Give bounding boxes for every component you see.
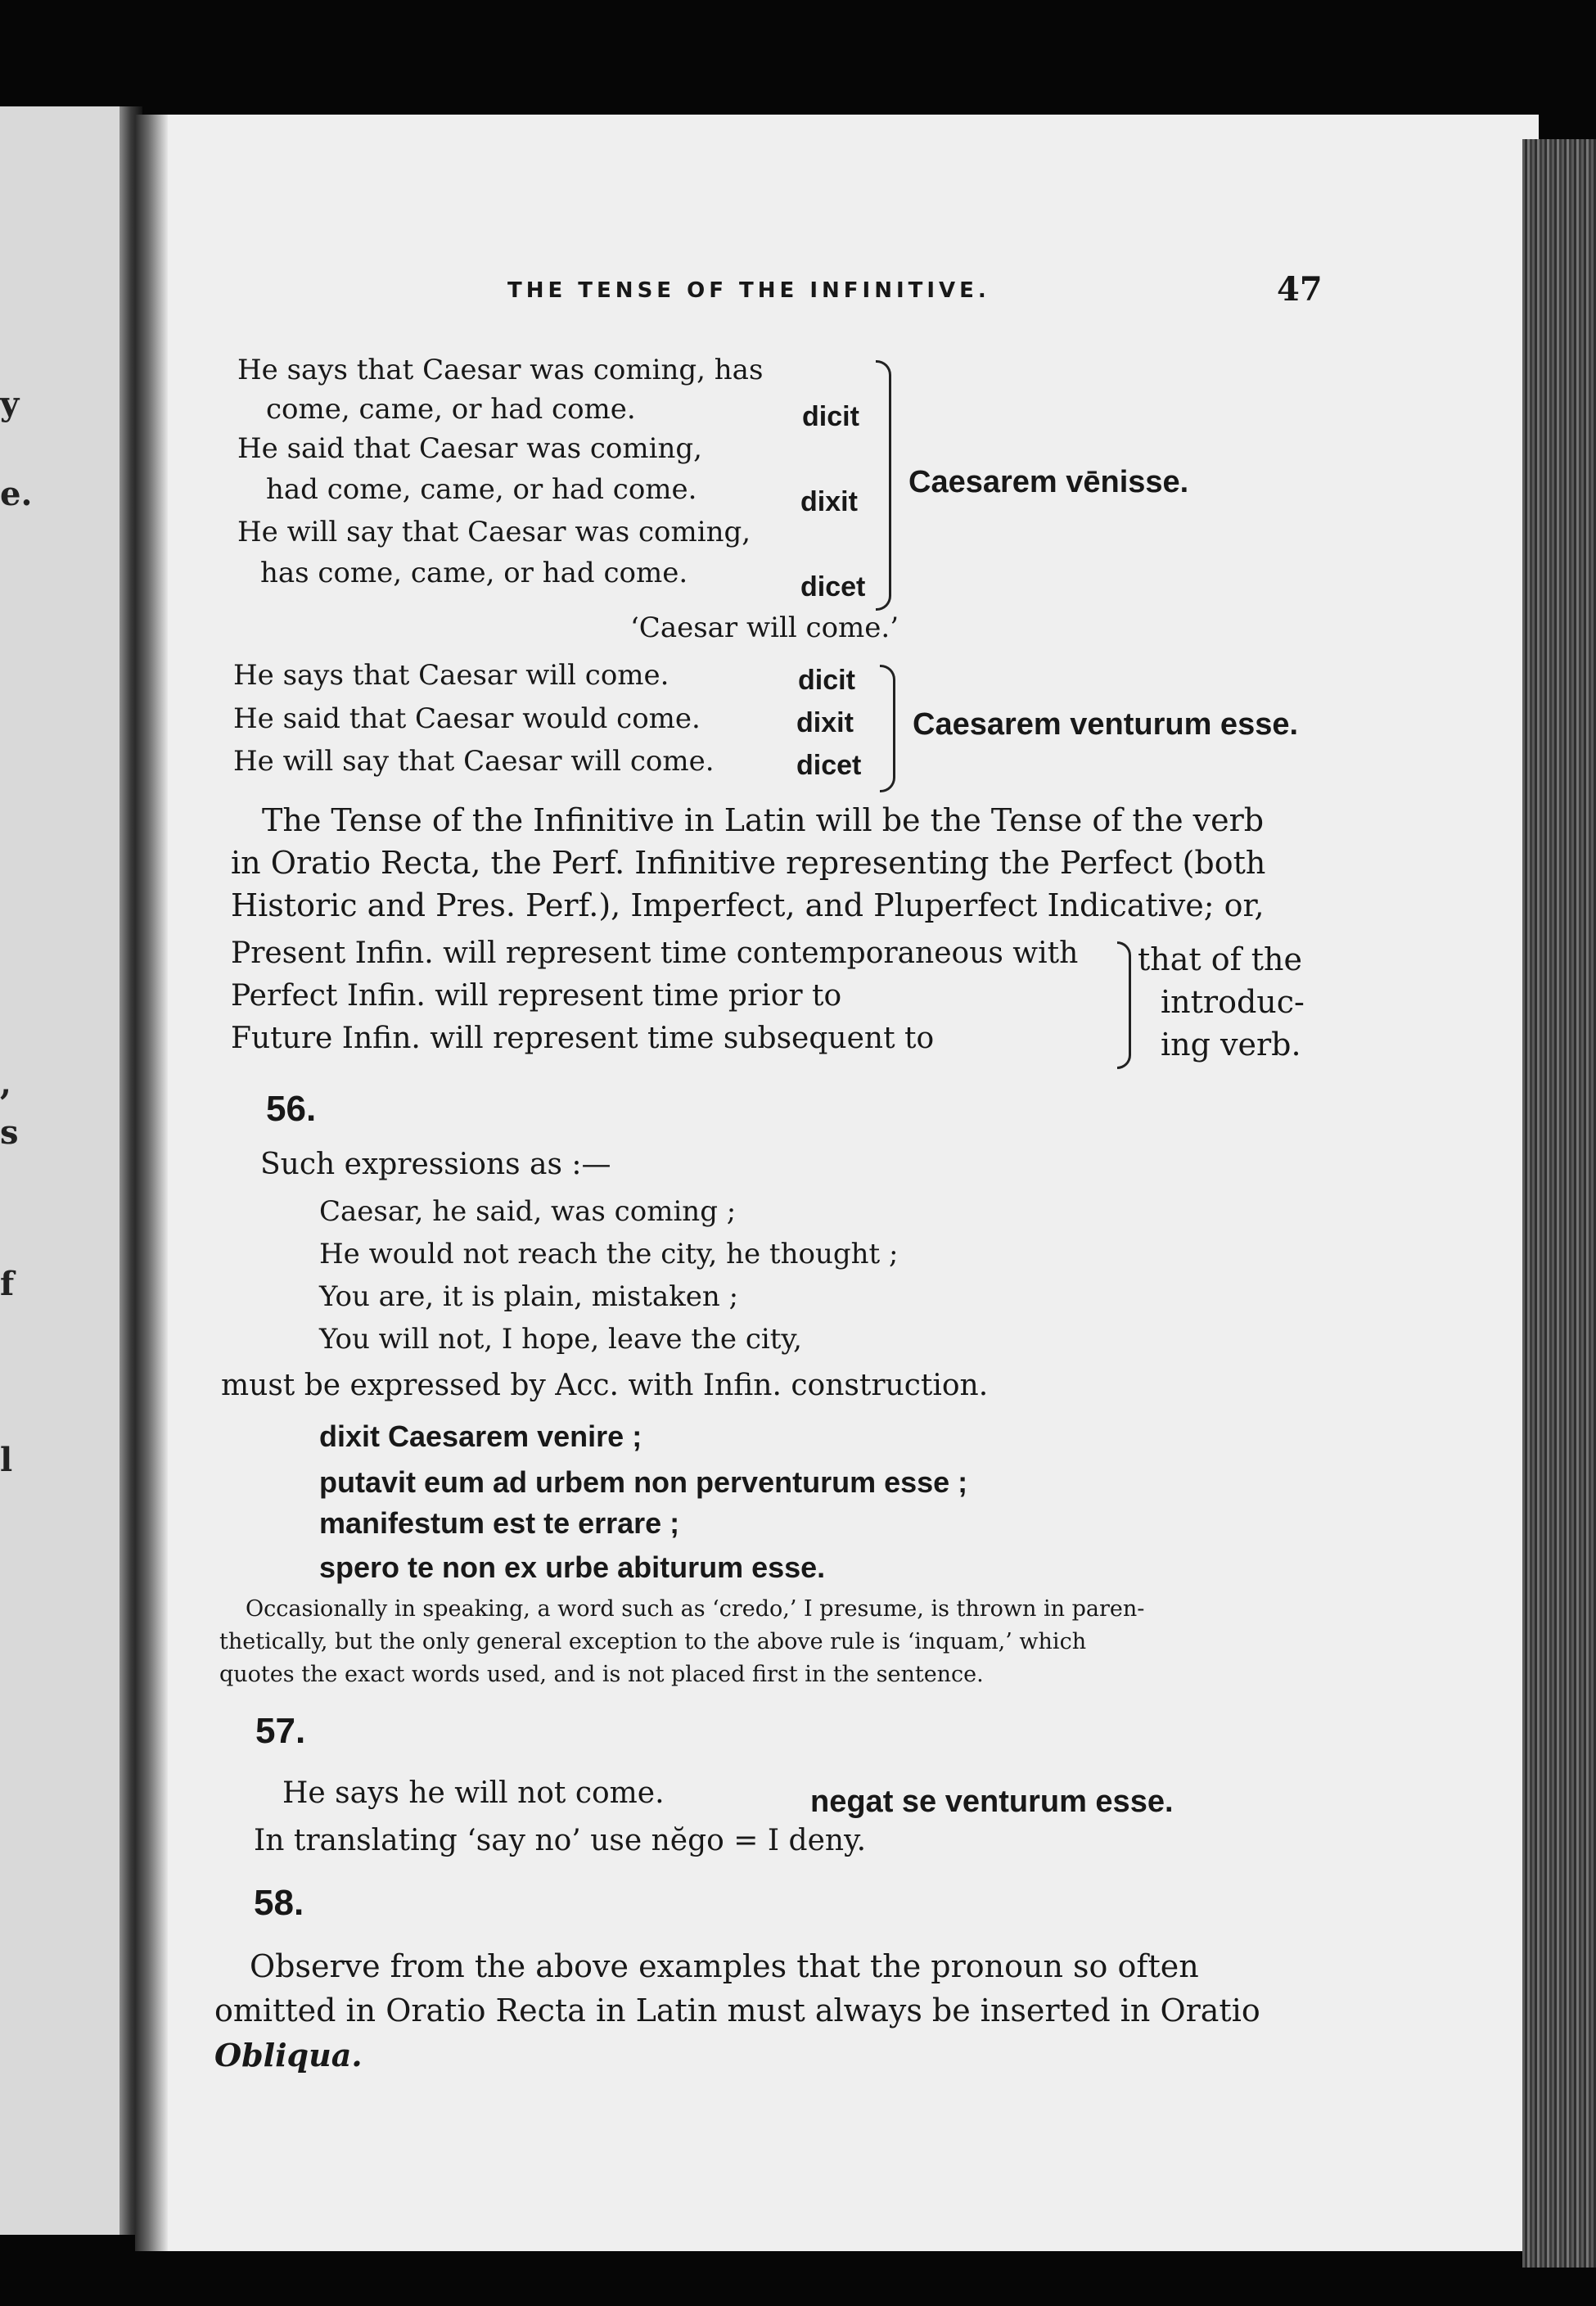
brace-note: introduc- bbox=[1161, 984, 1305, 1020]
right-brace bbox=[876, 360, 891, 611]
block1-line: had come, came, or had come. bbox=[266, 473, 697, 506]
left-page-char: f bbox=[0, 1265, 15, 1303]
block2-line: He will say that Caesar will come. bbox=[233, 745, 715, 778]
example-line: You are, it is plain, mistaken ; bbox=[319, 1280, 739, 1313]
example-line: He would not reach the city, he thought ; bbox=[319, 1238, 899, 1270]
verb-label: dicet bbox=[796, 750, 862, 781]
example-line: He says he will not come. bbox=[282, 1776, 665, 1810]
verb-label: dixit bbox=[796, 707, 854, 738]
section-intro: Such expressions as :— bbox=[260, 1148, 611, 1181]
paragraph-line: Historic and Pres. Perf.), Imperfect, and Pluperfect Indicative; or, bbox=[231, 887, 1265, 923]
left-page-fragment bbox=[0, 106, 131, 2235]
left-page-char: e. bbox=[0, 475, 33, 513]
paragraph-line: Obliqua. bbox=[214, 2037, 363, 2074]
block1-line: He said that Caesar was coming, bbox=[237, 432, 702, 465]
block2-line: He says that Caesar will come. bbox=[233, 659, 670, 692]
latin-result: Caesarem vēnisse. bbox=[908, 465, 1189, 499]
paragraph-line: Observe from the above examples that the pronoun so often bbox=[250, 1948, 1199, 1984]
page-spine-shadow bbox=[135, 115, 168, 2251]
section-number: 56. bbox=[266, 1089, 317, 1129]
footnote-line: Occasionally in speaking, a word such as ‘credo,’ I presume, is thrown in paren- bbox=[246, 1596, 1145, 1622]
verb-label: dicet bbox=[800, 571, 866, 602]
verb-label: dixit bbox=[800, 486, 858, 517]
latin-line: manifestum est te errare ; bbox=[319, 1506, 680, 1540]
latin-line: spero te non ex urbe abiturum esse. bbox=[319, 1550, 826, 1584]
block2-line: He said that Caesar would come. bbox=[233, 702, 701, 735]
brace-note: ing verb. bbox=[1161, 1027, 1301, 1063]
footnote-line: thetically, but the only general exception to the above rule is ‘inquam,’ which bbox=[219, 1629, 1087, 1654]
right-brace bbox=[1117, 941, 1131, 1069]
quote-line: ‘Caesar will come.’ bbox=[630, 611, 899, 644]
example-line: You will not, I hope, leave the city, bbox=[319, 1323, 802, 1356]
brace-note: that of the bbox=[1138, 941, 1303, 977]
latin-line: dixit Caesarem venire ; bbox=[319, 1419, 642, 1453]
footnote-line: quotes the exact words used, and is not placed first in the sentence. bbox=[219, 1662, 984, 1687]
latin-line: negat se venturum esse. bbox=[810, 1785, 1174, 1819]
left-page-char: , bbox=[0, 1064, 11, 1103]
right-brace bbox=[880, 665, 895, 792]
left-page-char: l bbox=[0, 1441, 13, 1479]
page-stack-edge bbox=[1522, 139, 1596, 2268]
rule-line: In translating ‘say no’ use nĕgo = I deny. bbox=[254, 1824, 867, 1857]
block1-line: has come, came, or had come. bbox=[260, 557, 688, 589]
page-number: 47 bbox=[1277, 270, 1323, 309]
paragraph-line: omitted in Oratio Recta in Latin must always be inserted in Oratio bbox=[214, 1992, 1260, 2028]
infinitive-row: Present Infin. will represent time contemporaneous with bbox=[231, 936, 1079, 970]
block1-line: come, came, or had come. bbox=[266, 393, 636, 426]
running-header: THE TENSE OF THE INFINITIVE. bbox=[507, 278, 990, 303]
infinitive-row: Future Infin. will represent time subsequent to bbox=[231, 1022, 935, 1055]
block1-line: He says that Caesar was coming, has bbox=[237, 354, 764, 386]
example-line: Caesar, he said, was coming ; bbox=[319, 1195, 737, 1228]
section-number: 58. bbox=[254, 1883, 304, 1923]
left-page-char: y bbox=[0, 385, 20, 423]
block1-line: He will say that Caesar was coming, bbox=[237, 516, 751, 548]
paragraph-line: in Oratio Recta, the Perf. Infinitive representing the Perfect (both bbox=[231, 845, 1266, 881]
conclusion-line: must be expressed by Acc. with Infin. construction. bbox=[221, 1369, 989, 1402]
latin-result: Caesarem venturum esse. bbox=[913, 707, 1299, 742]
infinitive-row: Perfect Infin. will represent time prior to bbox=[231, 979, 842, 1013]
left-page-char: s bbox=[0, 1113, 19, 1152]
verb-label: dicit bbox=[802, 401, 859, 432]
latin-line: putavit eum ad urbem non perventurum esse ; bbox=[319, 1465, 968, 1499]
verb-label: dicit bbox=[798, 665, 855, 696]
section-number: 57. bbox=[255, 1711, 306, 1751]
paragraph-line: The Tense of the Infinitive in Latin will be the Tense of the verb bbox=[262, 802, 1265, 838]
